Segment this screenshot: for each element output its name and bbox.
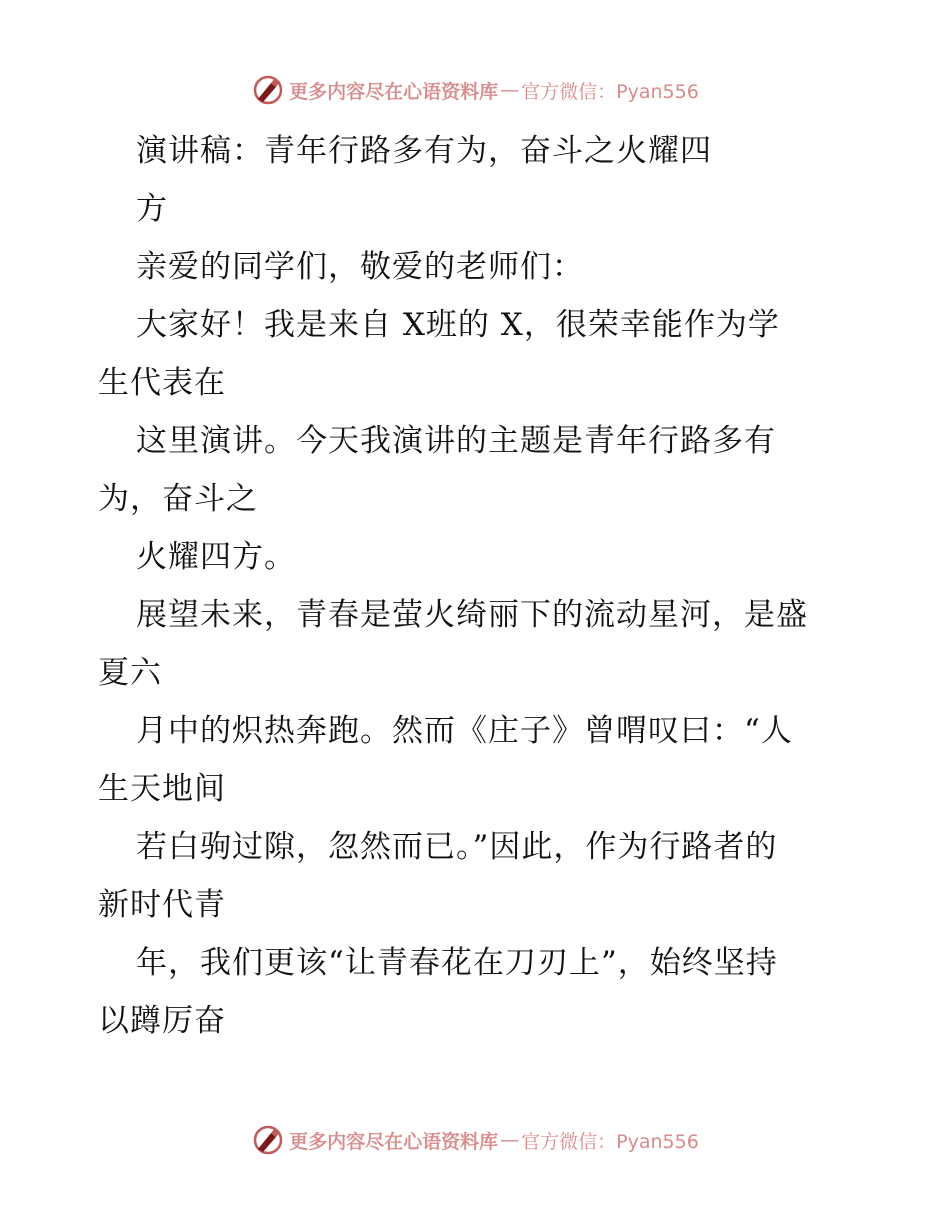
text-line: 月中的炽热奔跑。然而《庄子》曾喟叹曰：“人 <box>136 713 793 749</box>
text-line: 年，我们更该“让青春花在刀刃上”，始终坚持 <box>136 945 778 981</box>
text-line: 为，奋斗之 <box>98 481 258 517</box>
text-line: 这里演讲。今天我演讲的主题是青年行路多有 <box>136 423 776 459</box>
text-line: 展望未来，青春是萤火绮丽下的流动星河，是盛 <box>136 597 808 633</box>
text-line: 新时代青 <box>98 887 226 923</box>
pen-logo-icon <box>251 1123 285 1157</box>
footer-banner <box>0 1120 950 1160</box>
header-brand-text: 更多内容尽在心语资料库 <box>289 80 499 103</box>
speech-title-line-1: 演讲稿：青年行路多有为，奋斗之火耀四 <box>136 133 712 169</box>
footer-separator: — <box>500 1129 520 1151</box>
text-line: 亲爱的同学们，敬爱的老师们： <box>136 249 584 285</box>
speech-title-line-2: 方 <box>136 191 168 227</box>
text-line: 若白驹过隙，忽然而已。”因此，作为行路者的 <box>136 829 778 865</box>
footer-brand-text: 更多内容尽在心语资料库 <box>289 1130 499 1153</box>
header-separator: — <box>500 79 520 101</box>
speech-body <box>98 122 858 1050</box>
text-line: 以蹲厉奋 <box>98 1003 226 1039</box>
text-line: 火耀四方。 <box>136 539 296 575</box>
text-line: 大家好！我是来自 X班的 X，很荣幸能作为学 <box>136 307 780 343</box>
text-line: 生代表在 <box>98 365 226 401</box>
footer-account-text: 官方微信：Pyan556 <box>521 1130 699 1153</box>
pen-logo-icon <box>251 73 285 107</box>
header-account-text: 官方微信：Pyan556 <box>521 80 699 103</box>
text-line: 夏六 <box>98 655 162 691</box>
text-line: 生天地间 <box>98 771 226 807</box>
header-banner <box>0 70 950 110</box>
